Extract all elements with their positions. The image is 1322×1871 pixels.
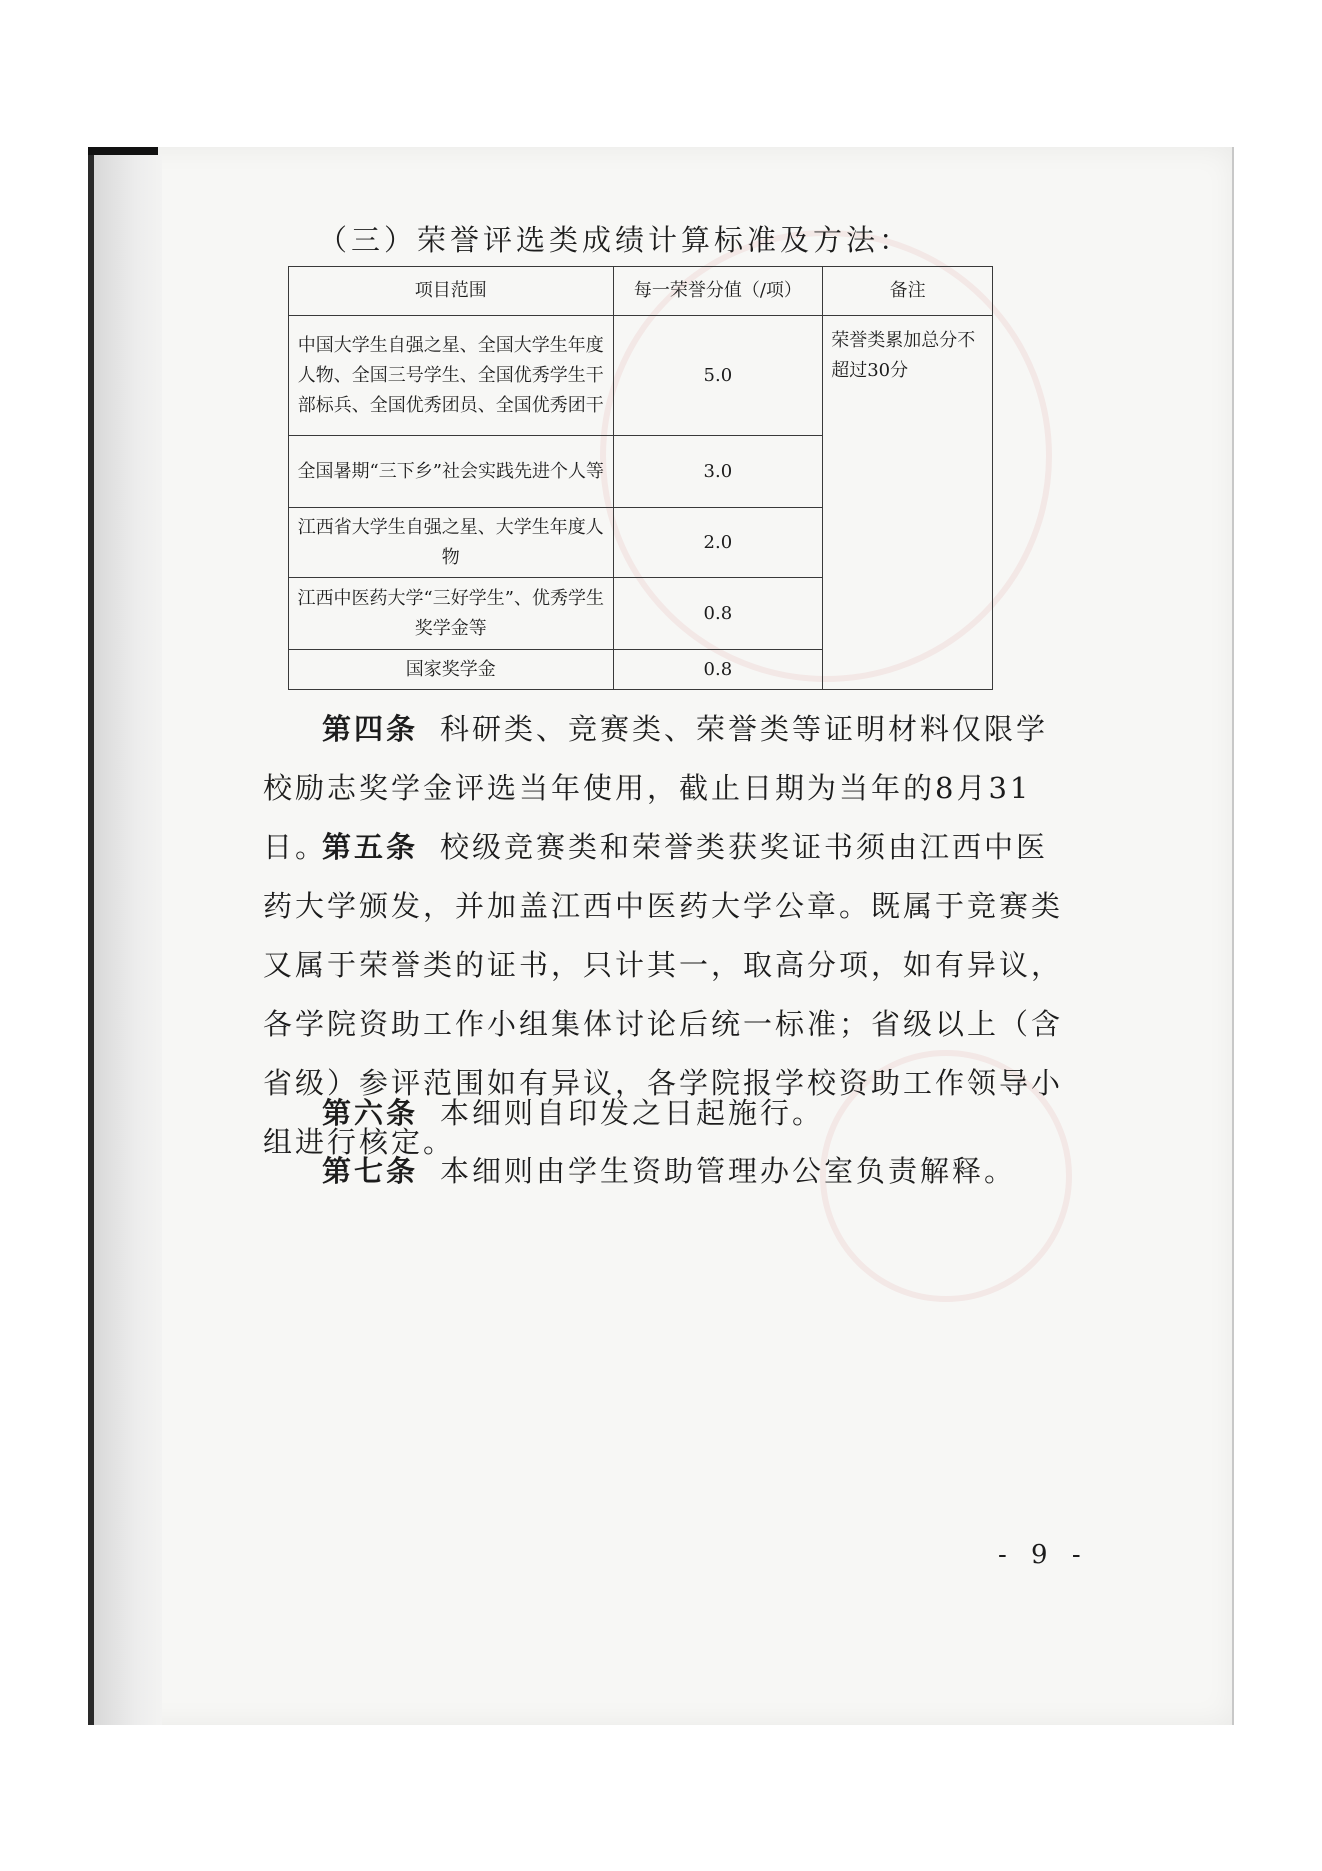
article-7 <box>263 1142 1063 1201</box>
scan-top-mark <box>88 147 158 155</box>
honors-score-table <box>288 266 993 690</box>
scan-binding-margin <box>94 155 162 1725</box>
remark-cell: 荣誉类累加总分不超过30分 <box>823 316 993 690</box>
section-heading: （三）荣誉评选类成绩计算标准及方法： <box>318 223 913 257</box>
article-6 <box>263 1084 1063 1143</box>
row-score: 2.0 <box>613 508 823 578</box>
header-scope: 项目范围 <box>289 267 614 316</box>
row-scope: 全国暑期“三下乡”社会实践先进个人等 <box>289 436 614 508</box>
row-score: 5.0 <box>613 316 823 436</box>
header-score: 每一荣誉分值（/项） <box>613 267 823 316</box>
row-scope: 江西省大学生自强之星、大学生年度人物 <box>289 508 614 578</box>
page-number: - 9 - <box>998 1540 1089 1570</box>
article-number: 第五条 <box>322 830 419 864</box>
article-text: 本细则自印发之日起施行。 <box>440 1096 825 1130</box>
article-number: 第七条 <box>322 1154 419 1188</box>
article-text: 本细则由学生资助管理办公室负责解释。 <box>440 1154 1017 1188</box>
row-score: 0.8 <box>613 650 823 690</box>
scan-right-edge <box>1232 147 1234 1725</box>
table-header-row <box>289 267 993 316</box>
header-remark: 备注 <box>823 267 993 316</box>
article-text: 科研类、竞赛类、荣誉类等证明材料仅限学校励志奖学金评选当年使用，截止日期为当年的8月31日。 <box>263 712 1049 864</box>
row-scope: 国家奖学金 <box>289 650 614 690</box>
article-text: 校级竞赛类和荣誉类获奖证书须由江西中医药大学颁发，并加盖江西中医药大学公章。既属于竞赛类又属于荣誉类的证书，只计其一，取高分项，如有异议，各学院资助工作小组集体讨论后统一标准；省级以上（含省级）参评范围如有异议，各学院报学校资助工作领导小组进行核定。 <box>263 830 1064 1159</box>
article-number: 第四条 <box>322 712 419 746</box>
row-scope: 江西中医药大学“三好学生”、优秀学生奖学金等 <box>289 578 614 650</box>
table-row <box>289 316 993 436</box>
row-scope: 中国大学生自强之星、全国大学生年度人物、全国三号学生、全国优秀学生干部标兵、全国优秀团员、全国优秀团干 <box>289 316 614 436</box>
row-score: 0.8 <box>613 578 823 650</box>
row-score: 3.0 <box>613 436 823 508</box>
article-number: 第六条 <box>322 1096 419 1130</box>
